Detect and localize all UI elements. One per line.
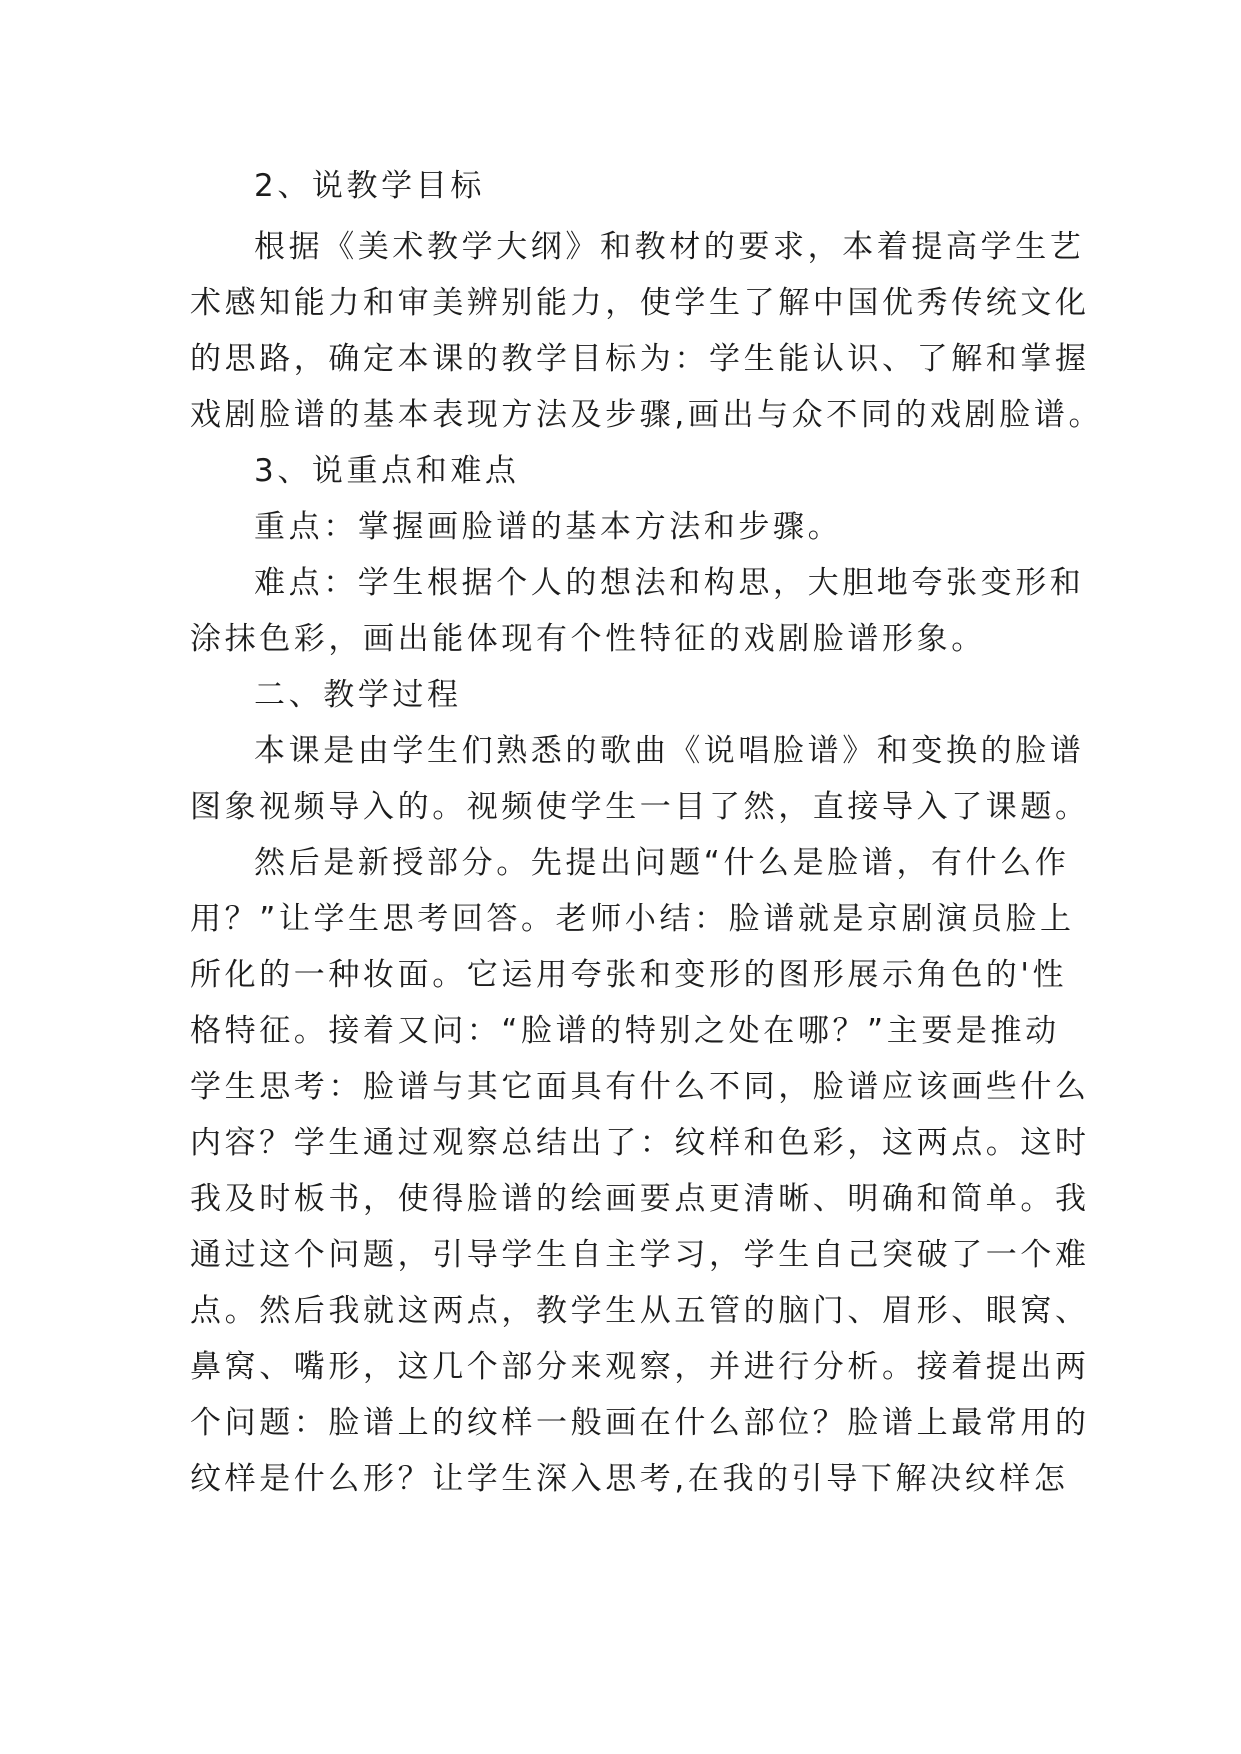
paragraph-line: 所化的一种妆面。它运用夸张和变形的图形展示角色的'性 — [190, 957, 1068, 993]
paragraph-line: 本课是由学生们熟悉的歌曲《说唱脸谱》和变换的脸谱 — [254, 733, 1085, 769]
paragraph-line: 根据《美术教学大纲》和教材的要求，本着提高学生艺 — [254, 229, 1085, 265]
paragraph-line: 学生思考：脸谱与其它面具有什么不同，脸谱应该画些什么 — [190, 1069, 1090, 1105]
heading-teaching-process: 二、教学过程 — [254, 677, 462, 713]
paragraph-line: 用？”让学生思考回答。老师小结：脸谱就是京剧演员脸上 — [190, 901, 1075, 937]
paragraph-line: 戏剧脸谱的基本表现方法及步骤,画出与众不同的戏剧脸谱。 — [190, 397, 1104, 433]
paragraph-line: 点。然后我就这两点，教学生从五管的脑门、眉形、眼窝、 — [190, 1293, 1090, 1329]
paragraph-line: 涂抹色彩，画出能体现有个性特征的戏剧脸谱形象。 — [190, 621, 986, 657]
paragraph-line: 术感知能力和审美辨别能力，使学生了解中国优秀传统文化 — [190, 285, 1090, 321]
heading-teaching-goals: 2、说教学目标 — [254, 168, 485, 204]
paragraph-line: 内容？学生通过观察总结出了：纹样和色彩，这两点。这时 — [190, 1125, 1090, 1161]
paragraph-line: 格特征。接着又问：“脸谱的特别之处在哪？”主要是推动 — [190, 1013, 1060, 1049]
paragraph-line: 重点：掌握画脸谱的基本方法和步骤。 — [254, 509, 843, 545]
paragraph-line: 图象视频导入的。视频使学生一目了然，直接导入了课题。 — [190, 789, 1090, 825]
paragraph-line: 个问题：脸谱上的纹样一般画在什么部位？脸谱上最常用的 — [190, 1405, 1090, 1441]
paragraph-line: 鼻窝、嘴形，这几个部分来观察，并进行分析。接着提出两 — [190, 1349, 1090, 1385]
paragraph-line: 我及时板书，使得脸谱的绘画要点更清晰、明确和简单。我 — [190, 1181, 1090, 1217]
paragraph-line: 然后是新授部分。先提出问题“什么是脸谱，有什么作 — [254, 845, 1070, 881]
paragraph-line: 纹样是什么形？让学生深入思考,在我的引导下解决纹样怎 — [190, 1461, 1069, 1497]
heading-key-points: 3、说重点和难点 — [254, 453, 520, 489]
paragraph-line: 难点：学生根据个人的想法和构思，大胆地夸张变形和 — [254, 565, 1085, 601]
paragraph-line: 的思路，确定本课的教学目标为：学生能认识、了解和掌握 — [190, 341, 1090, 377]
paragraph-line: 通过这个问题，引导学生自主学习，学生自己突破了一个难 — [190, 1237, 1090, 1273]
